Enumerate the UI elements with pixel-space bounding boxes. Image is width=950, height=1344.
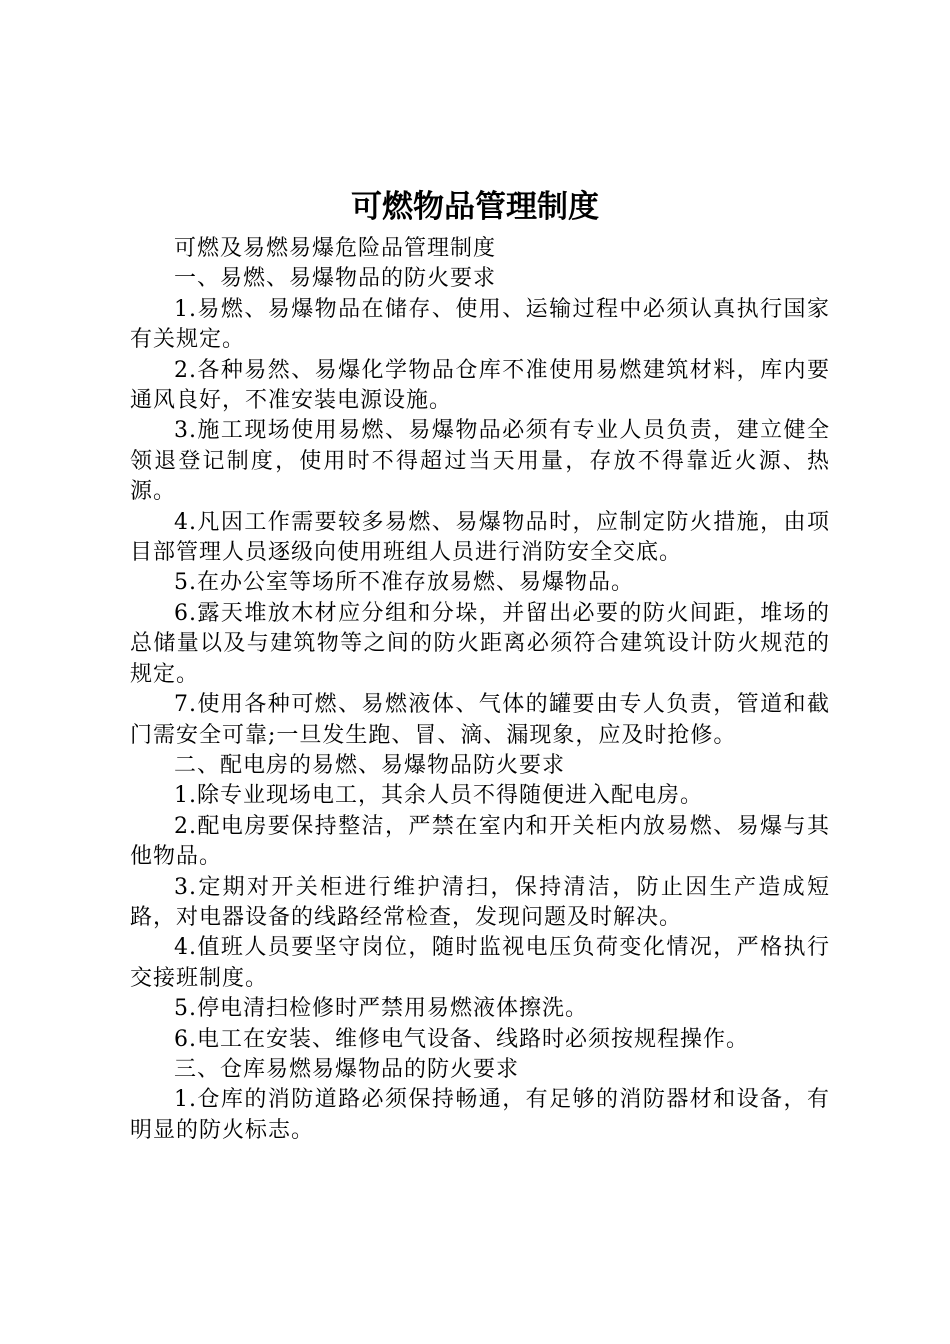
paragraph: 1.仓库的消防道路必须保持畅通，有足够的消防器材和设备，有明显的防火标志。 [130,1087,830,1143]
paragraph: 2.配电房要保持整洁，严禁在室内和开关柜内放易燃、易爆与其他物品。 [130,813,830,870]
document-body [130,234,830,1146]
section-heading-3: 三、仓库易燃易爆物品的防火要求 [174,1056,520,1082]
paragraph: 1.除专业现场电工，其余人员不得随便进入配电房。 [174,783,703,809]
paragraph: 6.露天堆放木材应分组和分垛，并留出必要的防火间距，堆场的总储量以及与建筑物等之间的防火距离必须符合建筑设计防火规范的规定。 [130,600,830,687]
paragraph: 5.停电清扫检修时严禁用易燃液体擦洗。 [174,996,588,1022]
paragraph: 3.施工现场使用易燃、易爆物品必须有专业人员负责，建立健全领退登记制度，使用时不得超过当天用量，存放不得靠近火源、热源。 [130,418,830,505]
paragraph: 1.易燃、易爆物品在储存、使用、运输过程中必须认真执行国家有关规定。 [130,296,830,353]
paragraph: 4.值班人员要坚守岗位，随时监视电压负荷变化情况，严格执行交接班制度。 [130,935,830,991]
paragraph: 4.凡因工作需要较多易燃、易爆物品时，应制定防火措施，由项目部管理人员逐级向使用班组人员进行消防安全交底。 [130,509,830,566]
section-heading-2: 二、配电房的易燃、易爆物品防火要求 [174,752,566,778]
paragraph-subtitle: 可燃及易燃易爆危险品管理制度 [174,236,497,261]
paragraph: 7.使用各种可燃、易燃液体、气体的罐要由专人负责，管道和截门需安全可靠;一旦发生跑、冒、滴、漏现象，应及时抢修。 [130,692,830,748]
paragraph: 6.电工在安装、维修电气设备、线路时必须按规程操作。 [174,1026,749,1052]
paragraph: 2.各种易然、易爆化学物品仓库不准使用易燃建筑材料，库内要通风良好，不准安装电源设施。 [130,357,830,414]
paragraph: 5.在办公室等场所不准存放易燃、易爆物品。 [174,570,634,596]
document-title: 可燃物品管理制度 [351,189,599,225]
section-heading-1: 一、易燃、易爆物品的防火要求 [174,266,497,292]
paragraph: 3.定期对开关柜进行维护清扫，保持清洁，防止因生产造成短路，对电器设备的线路经常检查，发现问题及时解决。 [130,874,830,930]
